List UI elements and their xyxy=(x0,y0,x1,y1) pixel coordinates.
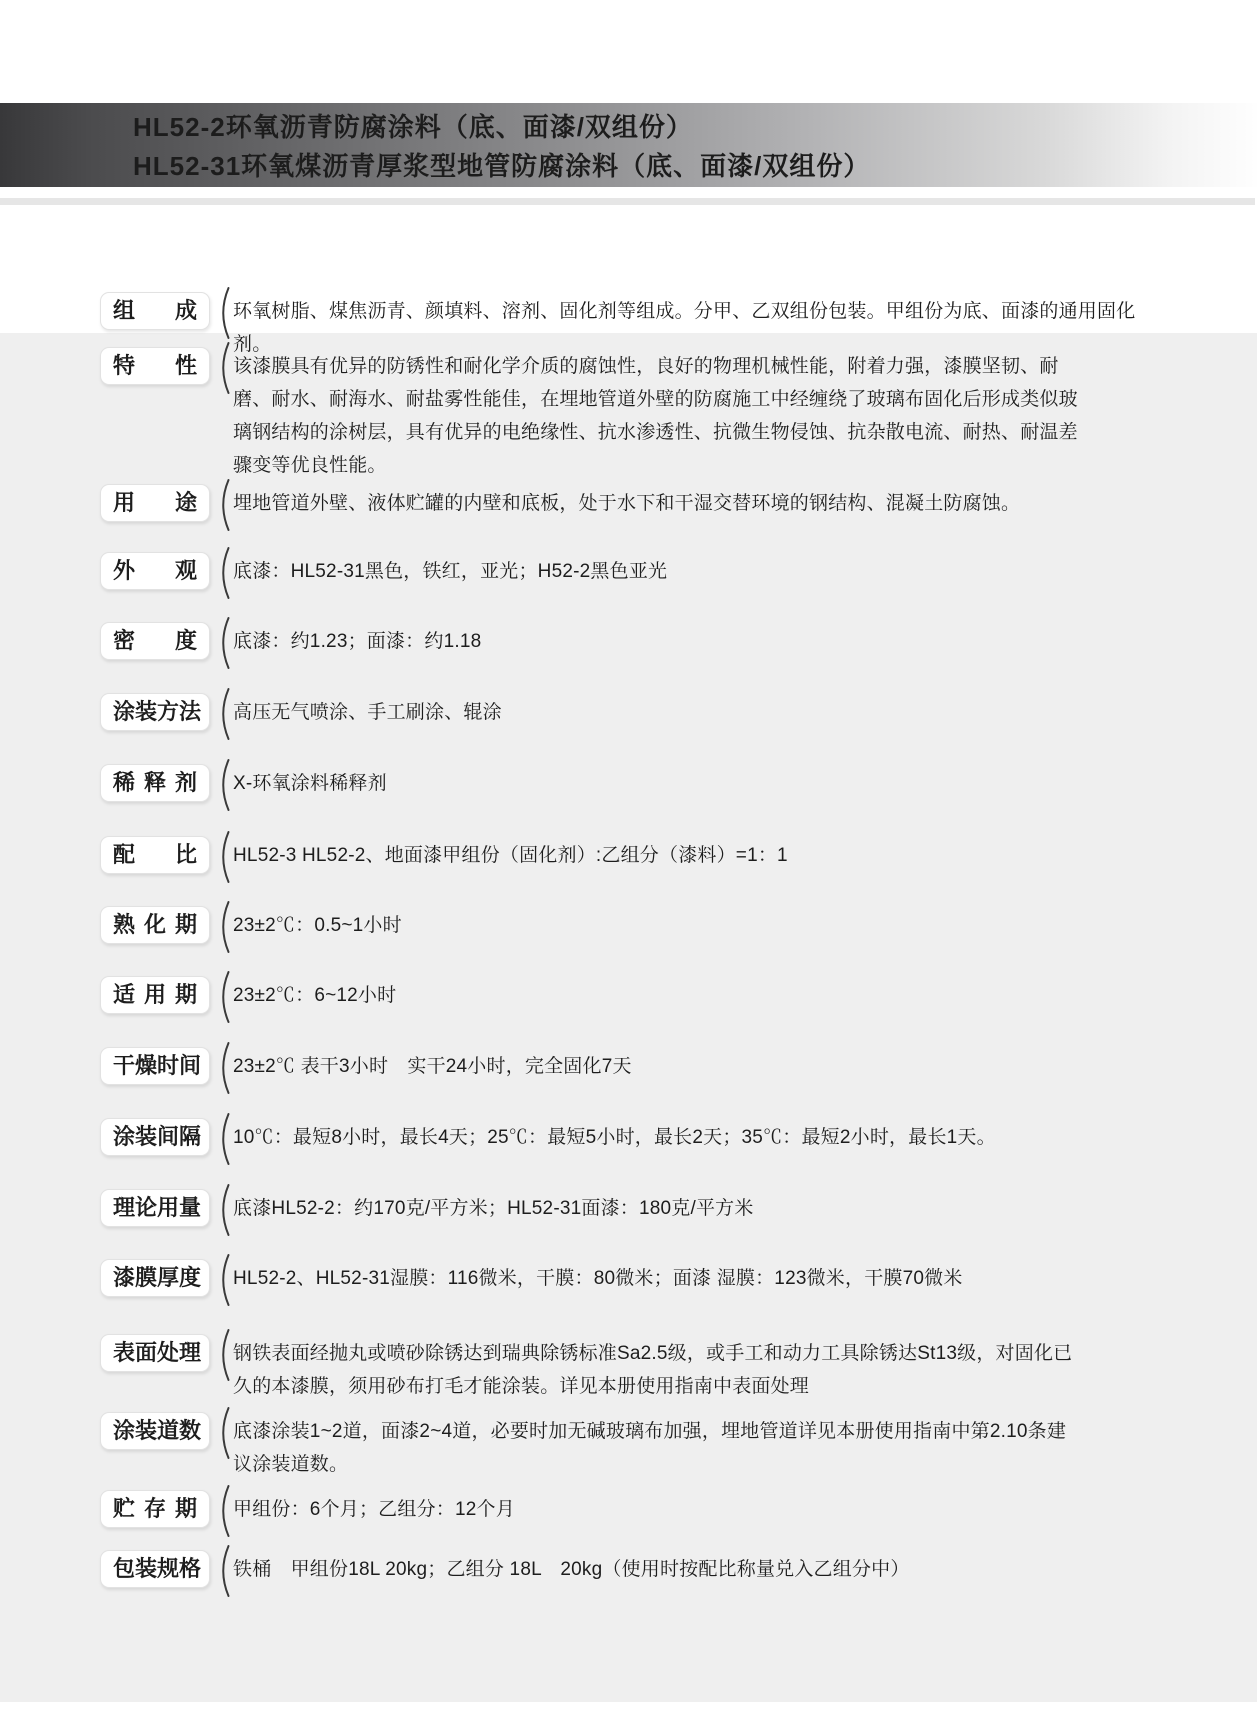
open-paren-decoration xyxy=(215,616,231,670)
spec-label: 涂装方法 xyxy=(100,693,210,731)
spec-row-characteristics xyxy=(100,347,1085,482)
spec-row-packaging xyxy=(100,1550,1153,1598)
spec-value: 底漆HL52-2：约170克/平方米；HL52-31面漆：180克/平方米 xyxy=(233,1198,754,1219)
spec-row-maturation-time xyxy=(100,906,1153,954)
spec-value: 23±2℃：0.5~1小时 xyxy=(233,915,402,936)
spec-row-shelf-life xyxy=(100,1490,1153,1538)
spec-row-appearance xyxy=(100,552,1153,600)
open-paren-decoration xyxy=(215,830,231,884)
spec-label: 特性 xyxy=(100,347,210,385)
header-titles xyxy=(133,108,870,186)
spec-value: 底漆：约1.23；面漆：约1.18 xyxy=(233,631,482,652)
spec-label: 稀释剂 xyxy=(100,764,210,802)
spec-value: X-环氧涂料稀释剂 xyxy=(233,773,387,794)
spec-row-surface-treatment xyxy=(100,1334,1085,1403)
spec-label: 配比 xyxy=(100,836,210,874)
spec-row-pot-life xyxy=(100,976,1153,1024)
spec-value: 该漆膜具有优异的防锈性和耐化学介质的腐蚀性，良好的物理机械性能，附着力强，漆膜坚韧、耐磨、耐水、耐海水、耐盐雾性能佳，在埋地管道外壁的防腐施工中经缠绕了玻璃布固化后形成类似玻璃钢结构的涂树层，具有优异的电绝缘性、抗水渗透性、抗微生物侵蚀、抗杂散电流、耐热、耐温差骤变等优良性能。 xyxy=(233,356,1078,476)
spec-value: 10℃：最短8小时，最长4天；25℃：最短5小时，最长2天；35℃：最短2小时，最长1天。 xyxy=(233,1127,996,1148)
open-paren-decoration xyxy=(215,1544,231,1598)
spec-label: 熟化期 xyxy=(100,906,210,944)
spec-label: 干燥时间 xyxy=(100,1047,210,1085)
open-paren-decoration xyxy=(215,1253,231,1307)
spec-row-mix-ratio xyxy=(100,836,1153,884)
open-paren-decoration xyxy=(215,758,231,812)
spec-value: 23±2℃：6~12小时 xyxy=(233,985,397,1006)
spec-value: 底漆涂装1~2道，面漆2~4道，必要时加无碱玻璃布加强，埋地管道详见本册使用指南中第2.10条建议涂装道数。 xyxy=(233,1421,1067,1475)
open-paren-decoration xyxy=(215,286,231,340)
spec-value: 环氧树脂、煤焦沥青、颜填料、溶剂、固化剂等组成。分甲、乙双组份包装。甲组份为底、面漆的通用固化剂。 xyxy=(233,301,1136,355)
open-paren-decoration xyxy=(215,1484,231,1538)
open-paren-decoration xyxy=(215,1041,231,1095)
spec-row-density xyxy=(100,622,1153,670)
open-paren-decoration xyxy=(215,1183,231,1237)
spec-label: 理论用量 xyxy=(100,1189,210,1227)
spec-label: 贮存期 xyxy=(100,1490,210,1528)
spec-value: HL52-3 HL52-2、地面漆甲组份（固化剂）:乙组分（漆料）=1：1 xyxy=(233,845,788,866)
spec-label: 组成 xyxy=(100,292,210,330)
spec-row-application-method xyxy=(100,693,1153,741)
open-paren-decoration xyxy=(215,1406,231,1460)
spec-row-theoretical-consumption xyxy=(100,1189,1153,1237)
open-paren-decoration xyxy=(215,341,231,395)
spec-value: 铁桶 甲组份18L 20kg；乙组分 18L 20kg（使用时按配比称量兑入乙组分中） xyxy=(233,1559,910,1580)
spec-label: 外观 xyxy=(100,552,210,590)
spec-label: 密度 xyxy=(100,622,210,660)
spec-label: 漆膜厚度 xyxy=(100,1259,210,1297)
open-paren-decoration xyxy=(215,687,231,741)
spec-row-film-thickness xyxy=(100,1259,1153,1307)
spec-label: 表面处理 xyxy=(100,1334,210,1372)
product-title-line1: HL52-2环氧沥青防腐涂料（底、面漆/双组份） xyxy=(133,112,693,142)
header-bar xyxy=(0,103,1257,187)
spec-row-coating-passes xyxy=(100,1412,1085,1481)
spec-row-thinner xyxy=(100,764,1153,812)
open-paren-decoration xyxy=(215,970,231,1024)
spec-value: 钢铁表面经抛丸或喷砂除锈达到瑞典除锈标准Sa2.5级，或手工和动力工具除锈达St13级，对固化已久的本漆膜，须用砂布打毛才能涂装。详见本册使用指南中表面处理 xyxy=(233,1343,1073,1397)
open-paren-decoration xyxy=(215,1112,231,1166)
spec-value: 底漆：HL52-31黑色，铁红，亚光；H52-2黑色亚光 xyxy=(233,561,668,582)
open-paren-decoration xyxy=(215,546,231,600)
spec-label: 包装规格 xyxy=(100,1550,210,1588)
open-paren-decoration xyxy=(215,478,231,532)
header-divider-strip xyxy=(0,198,1255,205)
spec-value: 埋地管道外壁、液体贮罐的内壁和底板，处于水下和干湿交替环境的钢结构、混凝土防腐蚀。 xyxy=(233,493,1021,514)
spec-value: 23±2℃ 表干3小时 实干24小时，完全固化7天 xyxy=(233,1056,632,1077)
spec-row-drying-time xyxy=(100,1047,1153,1095)
spec-label: 涂装间隔 xyxy=(100,1118,210,1156)
spec-row-usage xyxy=(100,484,1153,532)
spec-label: 涂装道数 xyxy=(100,1412,210,1450)
open-paren-decoration xyxy=(215,1328,231,1382)
open-paren-decoration xyxy=(215,900,231,954)
spec-value: HL52-2、HL52-31湿膜：116微米，干膜：80微米；面漆 湿膜：123微米，干膜70微米 xyxy=(233,1268,963,1289)
spec-label: 适用期 xyxy=(100,976,210,1014)
spec-value: 高压无气喷涂、手工刷涂、辊涂 xyxy=(233,702,502,723)
spec-label: 用途 xyxy=(100,484,210,522)
spec-value: 甲组份：6个月；乙组分：12个月 xyxy=(233,1499,515,1520)
product-title-line2: HL52-31环氧煤沥青厚浆型地管防腐涂料（底、面漆/双组份） xyxy=(133,151,871,181)
spec-row-recoat-interval xyxy=(100,1118,1153,1166)
